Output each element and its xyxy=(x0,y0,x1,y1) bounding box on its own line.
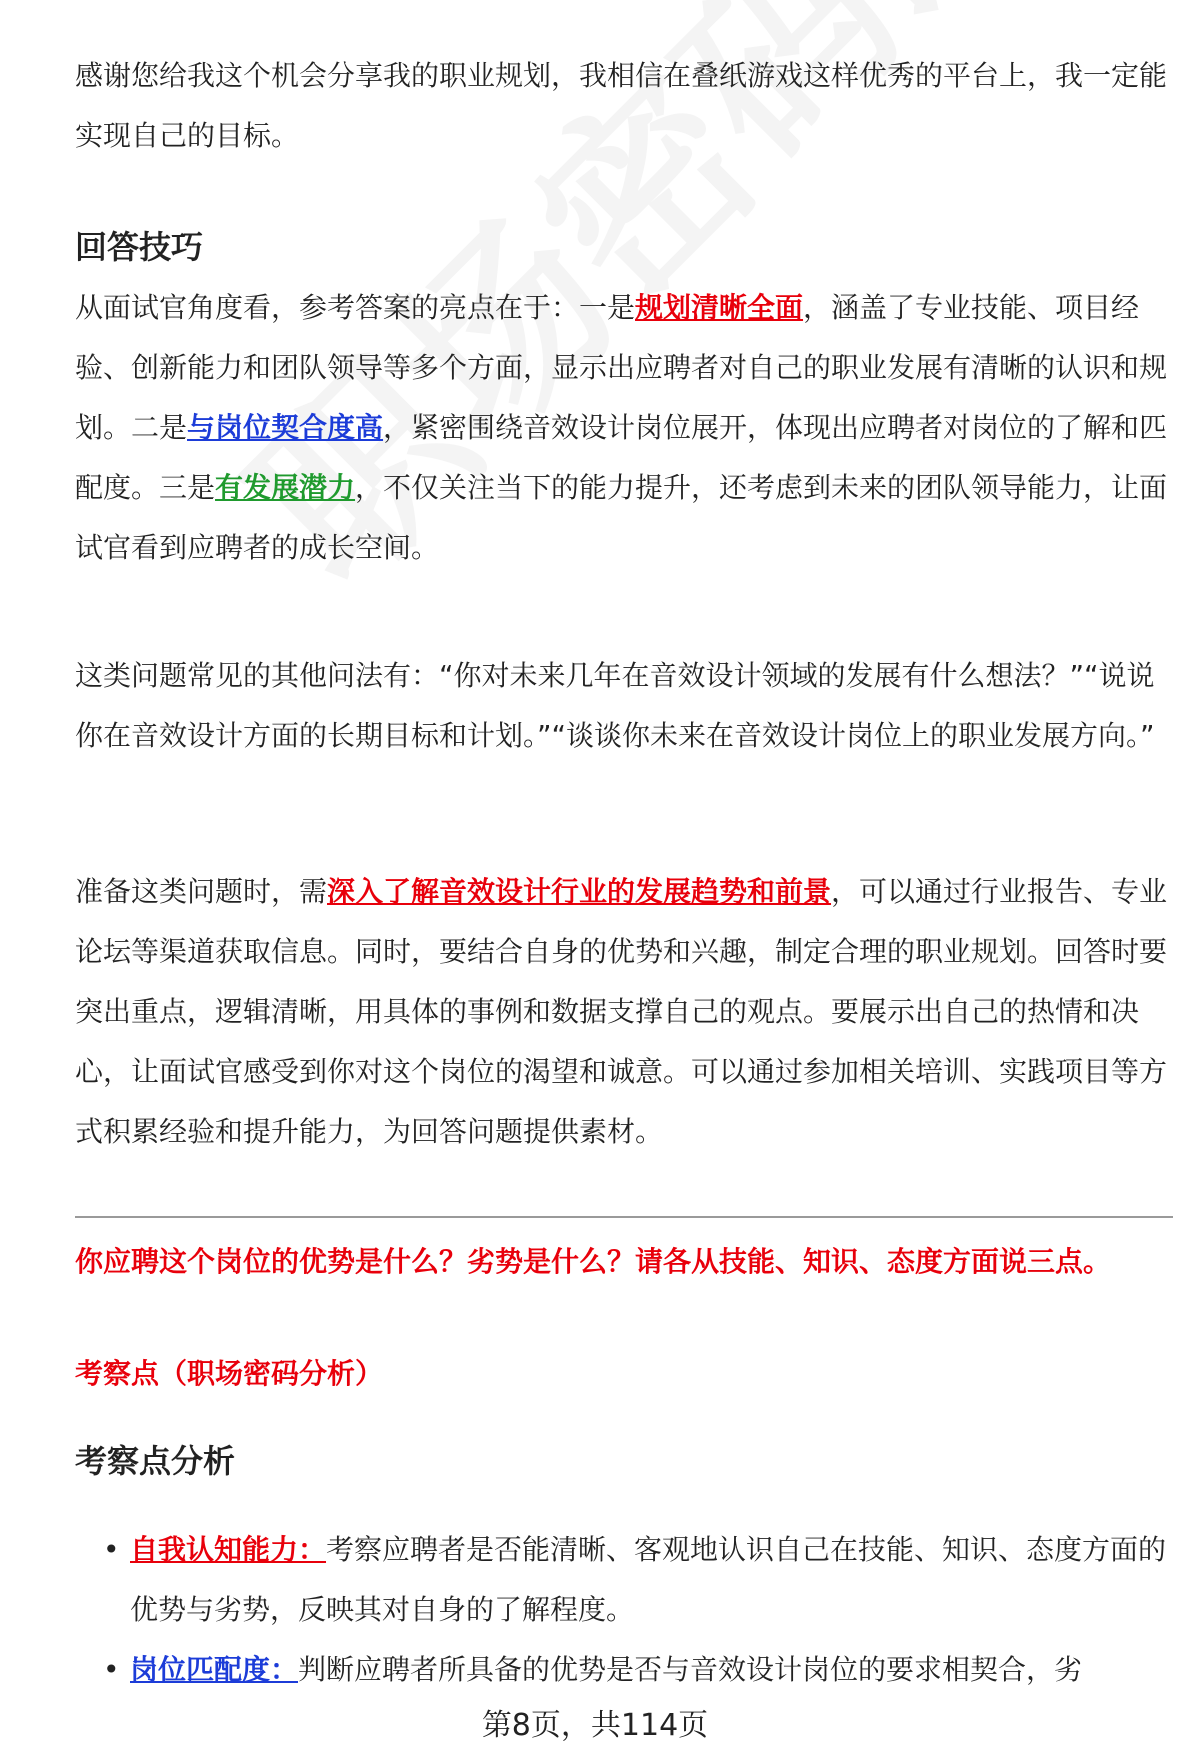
tips-paragraph-2: 这类问题常见的其他问法有：“你对未来几年在音效设计领域的发展有什么想法？”“说说你在音效设计方面的长期目标和计划。”“谈谈你未来在音效设计岗位上的职业发展方向。” xyxy=(75,659,1155,752)
tips-p1-text-c: ，紧密围绕音效设计岗位展开，体现出应聘者对岗位的了解和匹配度。三是 xyxy=(75,411,1168,504)
highlight-potential: 有发展潜力 xyxy=(215,471,356,504)
section-divider xyxy=(75,1216,1173,1218)
highlight-job-fit: 与岗位契合度高 xyxy=(187,411,384,444)
analysis-list xyxy=(75,1520,1175,1700)
page-footer: 第8页，共114页 xyxy=(481,1708,709,1743)
tips-paragraph-1 xyxy=(75,278,1175,578)
tips-heading: 回答技巧 xyxy=(75,228,204,266)
tips-p1-text-d: ，不仅关注当下的能力提升，还考虑到未来的团队领导能力，让面试官看到应聘者的成长空间。 xyxy=(75,471,1168,564)
tips-p3-text-a: 准备这类问题时，需 xyxy=(75,875,328,908)
item-text: 判断应聘者所具备的优势是否与音效设计岗位的要求相契合，劣 xyxy=(298,1653,1083,1686)
item-label: 自我认知能力： xyxy=(130,1533,327,1566)
analysis-heading: 考察点分析 xyxy=(75,1442,236,1480)
highlight-industry-trend: 深入了解音效设计行业的发展趋势和前景 xyxy=(327,875,832,908)
list-item xyxy=(75,1640,1175,1700)
item-label: 岗位匹配度： xyxy=(130,1653,299,1686)
highlight-plan-clear: 规划清晰全面 xyxy=(635,291,804,324)
list-item xyxy=(75,1520,1175,1640)
intro-paragraph: 感谢您给我这个机会分享我的职业规划，我相信在叠纸游戏这样优秀的平台上，我一定能实现自己的目标。 xyxy=(75,59,1168,152)
tips-p1-text-a: 从面试官角度看，参考答案的亮点在于：一是 xyxy=(75,291,636,324)
question-subtitle: 考察点（职场密码分析） xyxy=(75,1357,384,1390)
question-title: 你应聘这个岗位的优势是什么？劣势是什么？请各从技能、知识、态度方面说三点。 xyxy=(75,1245,1112,1278)
tips-p1-text-b: ，涵盖了专业技能、项目经验、创新能力和团队领导等多个方面，显示出应聘者对自己的职业发展有清晰的认识和规划。二是 xyxy=(75,291,1168,444)
tips-p3-text-b: ，可以通过行业报告、专业论坛等渠道获取信息。同时，要结合自身的优势和兴趣，制定合理的职业规划。回答时要突出重点，逻辑清晰，用具体的事例和数据支撑自己的观点。要展示出自己的热情和决心，让面试官感受到你对这个岗位的渴望和诚意。可以通过参加相关培训、实践项目等方式积累经验和提升能力，为回答问题提供素材。 xyxy=(75,875,1168,1148)
item-text: 考察应聘者是否能清晰、客观地认识自己在技能、知识、态度方面的优势与劣势，反映其对自身的了解程度。 xyxy=(130,1533,1167,1626)
tips-paragraph-3 xyxy=(75,862,1175,1162)
